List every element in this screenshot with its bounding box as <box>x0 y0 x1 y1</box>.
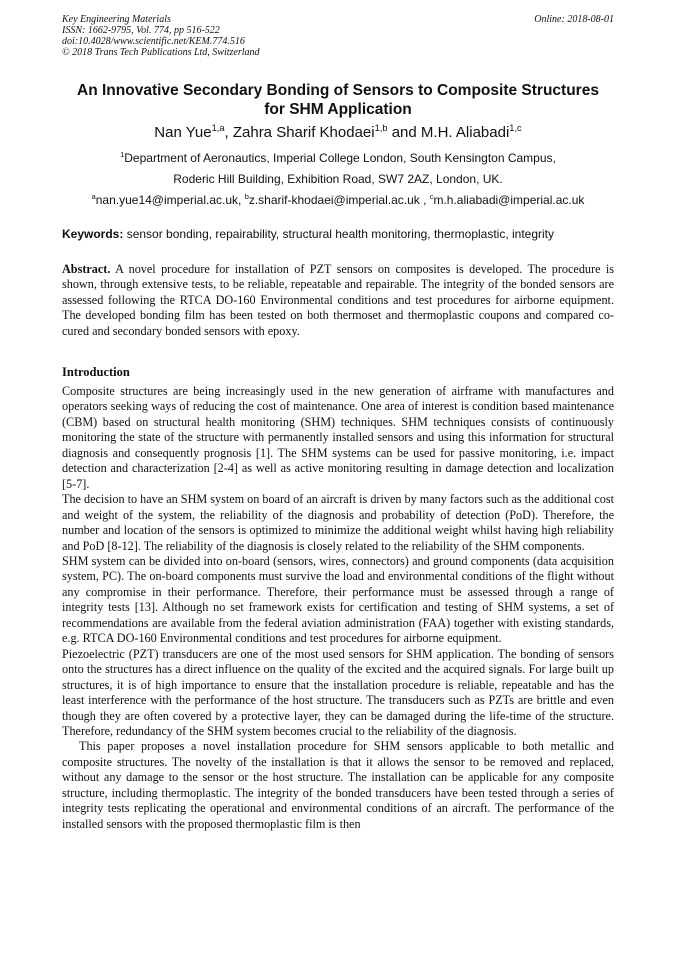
email-address: nan.yue14@imperial.ac.uk, <box>95 193 245 207</box>
keywords-text: sensor bonding, repairability, structural health monitoring, thermoplastic, integrity <box>123 227 555 241</box>
paragraph: The decision to have an SHM system on board of an aircraft is driven by many factors such as the additional cost and weight of the system, the reliability of the diagnosis and probability of detection (PoD). Therefore, the number and location of the sensors is optimized to minimize the additional weight whilst having high reliability and PoD [8-12]. The reliability of the diagnosis is closely related to the reliability of the SHM components. <box>62 492 615 553</box>
title-line-2: for SHM Application <box>264 101 412 118</box>
paragraph: SHM system can be divided into on-board (sensors, wires, connectors) and ground components (data acquisition system, PC). The on-board components must survive the load and environmental conditions of the flight without any compromise in their performance. Therefore, their performance must be assessed through a range of integrity tests [13]. Although no set framework exists for certification and testing of SHM systems, a set of recommendations are available from the federal aviation administration (FAA) together with existing standards, e.g. RTCA DO-160 Environmental conditions and test procedures for airborne equipment. <box>62 553 614 646</box>
title-line-1: An Innovative Secondary Bonding of Sensors to Composite Structures <box>77 82 599 99</box>
journal-name: Key Engineering Materials <box>62 14 171 25</box>
keywords <box>62 227 614 241</box>
paragraph: This paper proposes a novel installation procedure for SHM sensors applicable to both metallic and composite structures. The novelty of the installation is that it allows the sensor to be removed and replaced, without any damage to the sensor or the host structure. The installation can be applicable for any composite structure, including thermoplastic. The integrity of the bonded transducers have been tested through a series of integrity tests replicating the operational and environmental conditions of an aircraft. The performance of the installed sensors with the proposed thermoplastic film is then <box>62 739 614 831</box>
paragraph: Composite structures are being increasingly used in the new generation of airframe with manufactures and operators seeking ways of reducing the cost of maintenance. One area of interest is condition based maintenance (CBM) based on structural health monitoring (SHM) techniques. SHM techniques consists of continuously monitoring the state of the structure with permanently installed sensors and using this information for structural diagnosis and consequently prognosis [1]. The SHM systems can be used for passive monitoring, i.e. impact detection and characterization [2-4] as well as active monitoring resulting in damage detection and localization [5-7]. <box>62 384 614 491</box>
author-name: M.H. Aliabadi <box>420 124 510 141</box>
issn-line: ISSN: 1662-9795, Vol. 774, pp 516-522 <box>62 25 220 36</box>
introduction-body <box>62 384 614 832</box>
author-separator: and <box>387 124 421 141</box>
email-line: $^a$nan.yue14@imperial.ac.uk, $^b$z.sharif-khodaei@imperial.ac.uk , $^c$m.h.aliabadi@imperial.ac.uk <box>91 192 585 207</box>
doi-line: doi:10.4028/www.scientific.net/KEM.774.516 <box>62 36 245 47</box>
copyright-line: © 2018 Trans Tech Publications Ltd, Switzerland <box>62 47 260 58</box>
author-list <box>62 124 614 142</box>
journal-header <box>62 14 614 58</box>
abstract <box>62 262 614 339</box>
author-name: Zahra Sharif Khodaei <box>232 124 375 141</box>
affiliation-line-1: $^1$Department of Aeronautics, Imperial College London, South Kensington Campus, <box>120 150 556 165</box>
paper-title <box>62 81 614 119</box>
keywords-label: Keywords: <box>62 227 124 241</box>
abstract-text: A novel procedure for installation of PZT sensors on composites is developed. The procedure is shown, through extensive tests, to be reliable, repeatable and repairable. The integrity of the bonded sensors are assessed following the RTCA DO-160 Environmental conditions and test procedures for airborne equipment. The developed bonding film has been tested on both thermoset and thermoplastic coupons and compared co-cured and secondary bonded sensors with epoxy. <box>62 262 614 338</box>
abstract-label: Abstract. <box>62 262 111 276</box>
author-affiliation-mark: 1,a <box>211 123 225 133</box>
paragraph: Piezoelectric (PZT) transducers are one of the most used sensors for SHM application. The bonding of sensors onto the structures has a direct influence on the quality of the excited and the acquired signals. For large built up structures, it is of high importance to ensure that the installation procedure is reliable, repeatable and has the least interference with the performance of the host structure. The transducers such as PZTs are brittle and even though they are often covered by a protective layer, they can be damaged during the life-time of the structure. Therefore, redundancy of the SHM system becomes crucial to the reliability of the diagnosis. <box>62 646 614 738</box>
author-separator: , <box>224 124 233 141</box>
email-address: z.sharif-khodaei@imperial.ac.uk , <box>248 193 430 207</box>
section-heading-introduction: Introduction <box>62 365 130 379</box>
author-affiliation-mark: 1,b <box>374 123 388 133</box>
author-affiliation-mark: 1,c <box>509 123 522 133</box>
affiliation-mark: 1 <box>120 150 125 159</box>
author-name: Nan Yue <box>154 124 212 141</box>
online-date: Online: 2018-08-01 <box>534 14 614 25</box>
email-address: m.h.aliabadi@imperial.ac.uk <box>433 193 585 207</box>
affiliation-line-2: Roderic Hill Building, Exhibition Road, SW7 2AZ, London, UK. <box>173 172 503 186</box>
